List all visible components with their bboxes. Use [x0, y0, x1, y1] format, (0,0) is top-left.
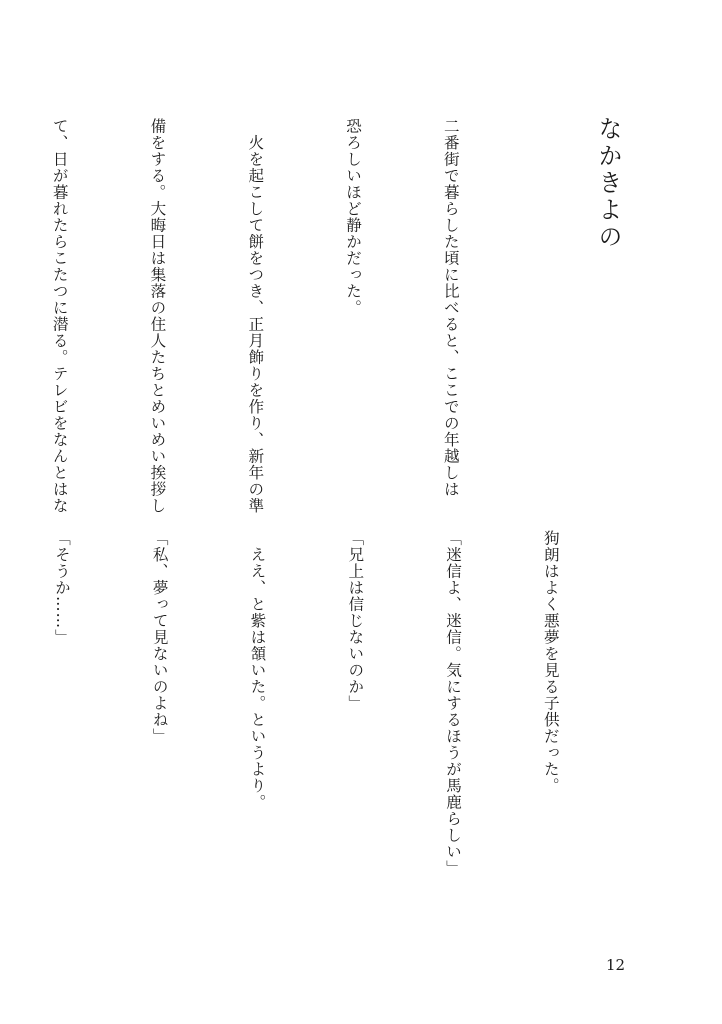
- text-line: 恐ろしいほど静かだった。: [344, 118, 363, 316]
- text-line: 火を起こして餅をつき、正月飾りを作り、新年の準: [246, 118, 265, 514]
- text-line: 「兄上は信じないのか」: [346, 530, 365, 712]
- text-line: 「迷信よ、迷信。気にするほうが馬鹿らしい」: [444, 530, 463, 877]
- text-line: 二番街で暮らした頃に比べると、ここでの年越しは: [441, 118, 460, 498]
- text-block-lower: [0, 530, 632, 940]
- text-line: 備をする。大晦日は集落の住人たちとめいめい挨拶し: [148, 118, 167, 514]
- author-name: なかきよの: [594, 116, 622, 251]
- text-line: 狗朗はよく悪夢を見る子供だった。: [541, 530, 560, 794]
- text-line: ええ、と紫は頷いた。というより。: [248, 530, 267, 811]
- text-line: 「そうか……」: [52, 530, 71, 646]
- text-line: て、日が暮れたらこたつに潜る。テレビをなんとはな: [50, 118, 69, 514]
- text-line: 「私、夢って見ないのよね」: [150, 530, 169, 745]
- text-block-upper: [0, 118, 532, 514]
- page-number: 12: [606, 956, 626, 974]
